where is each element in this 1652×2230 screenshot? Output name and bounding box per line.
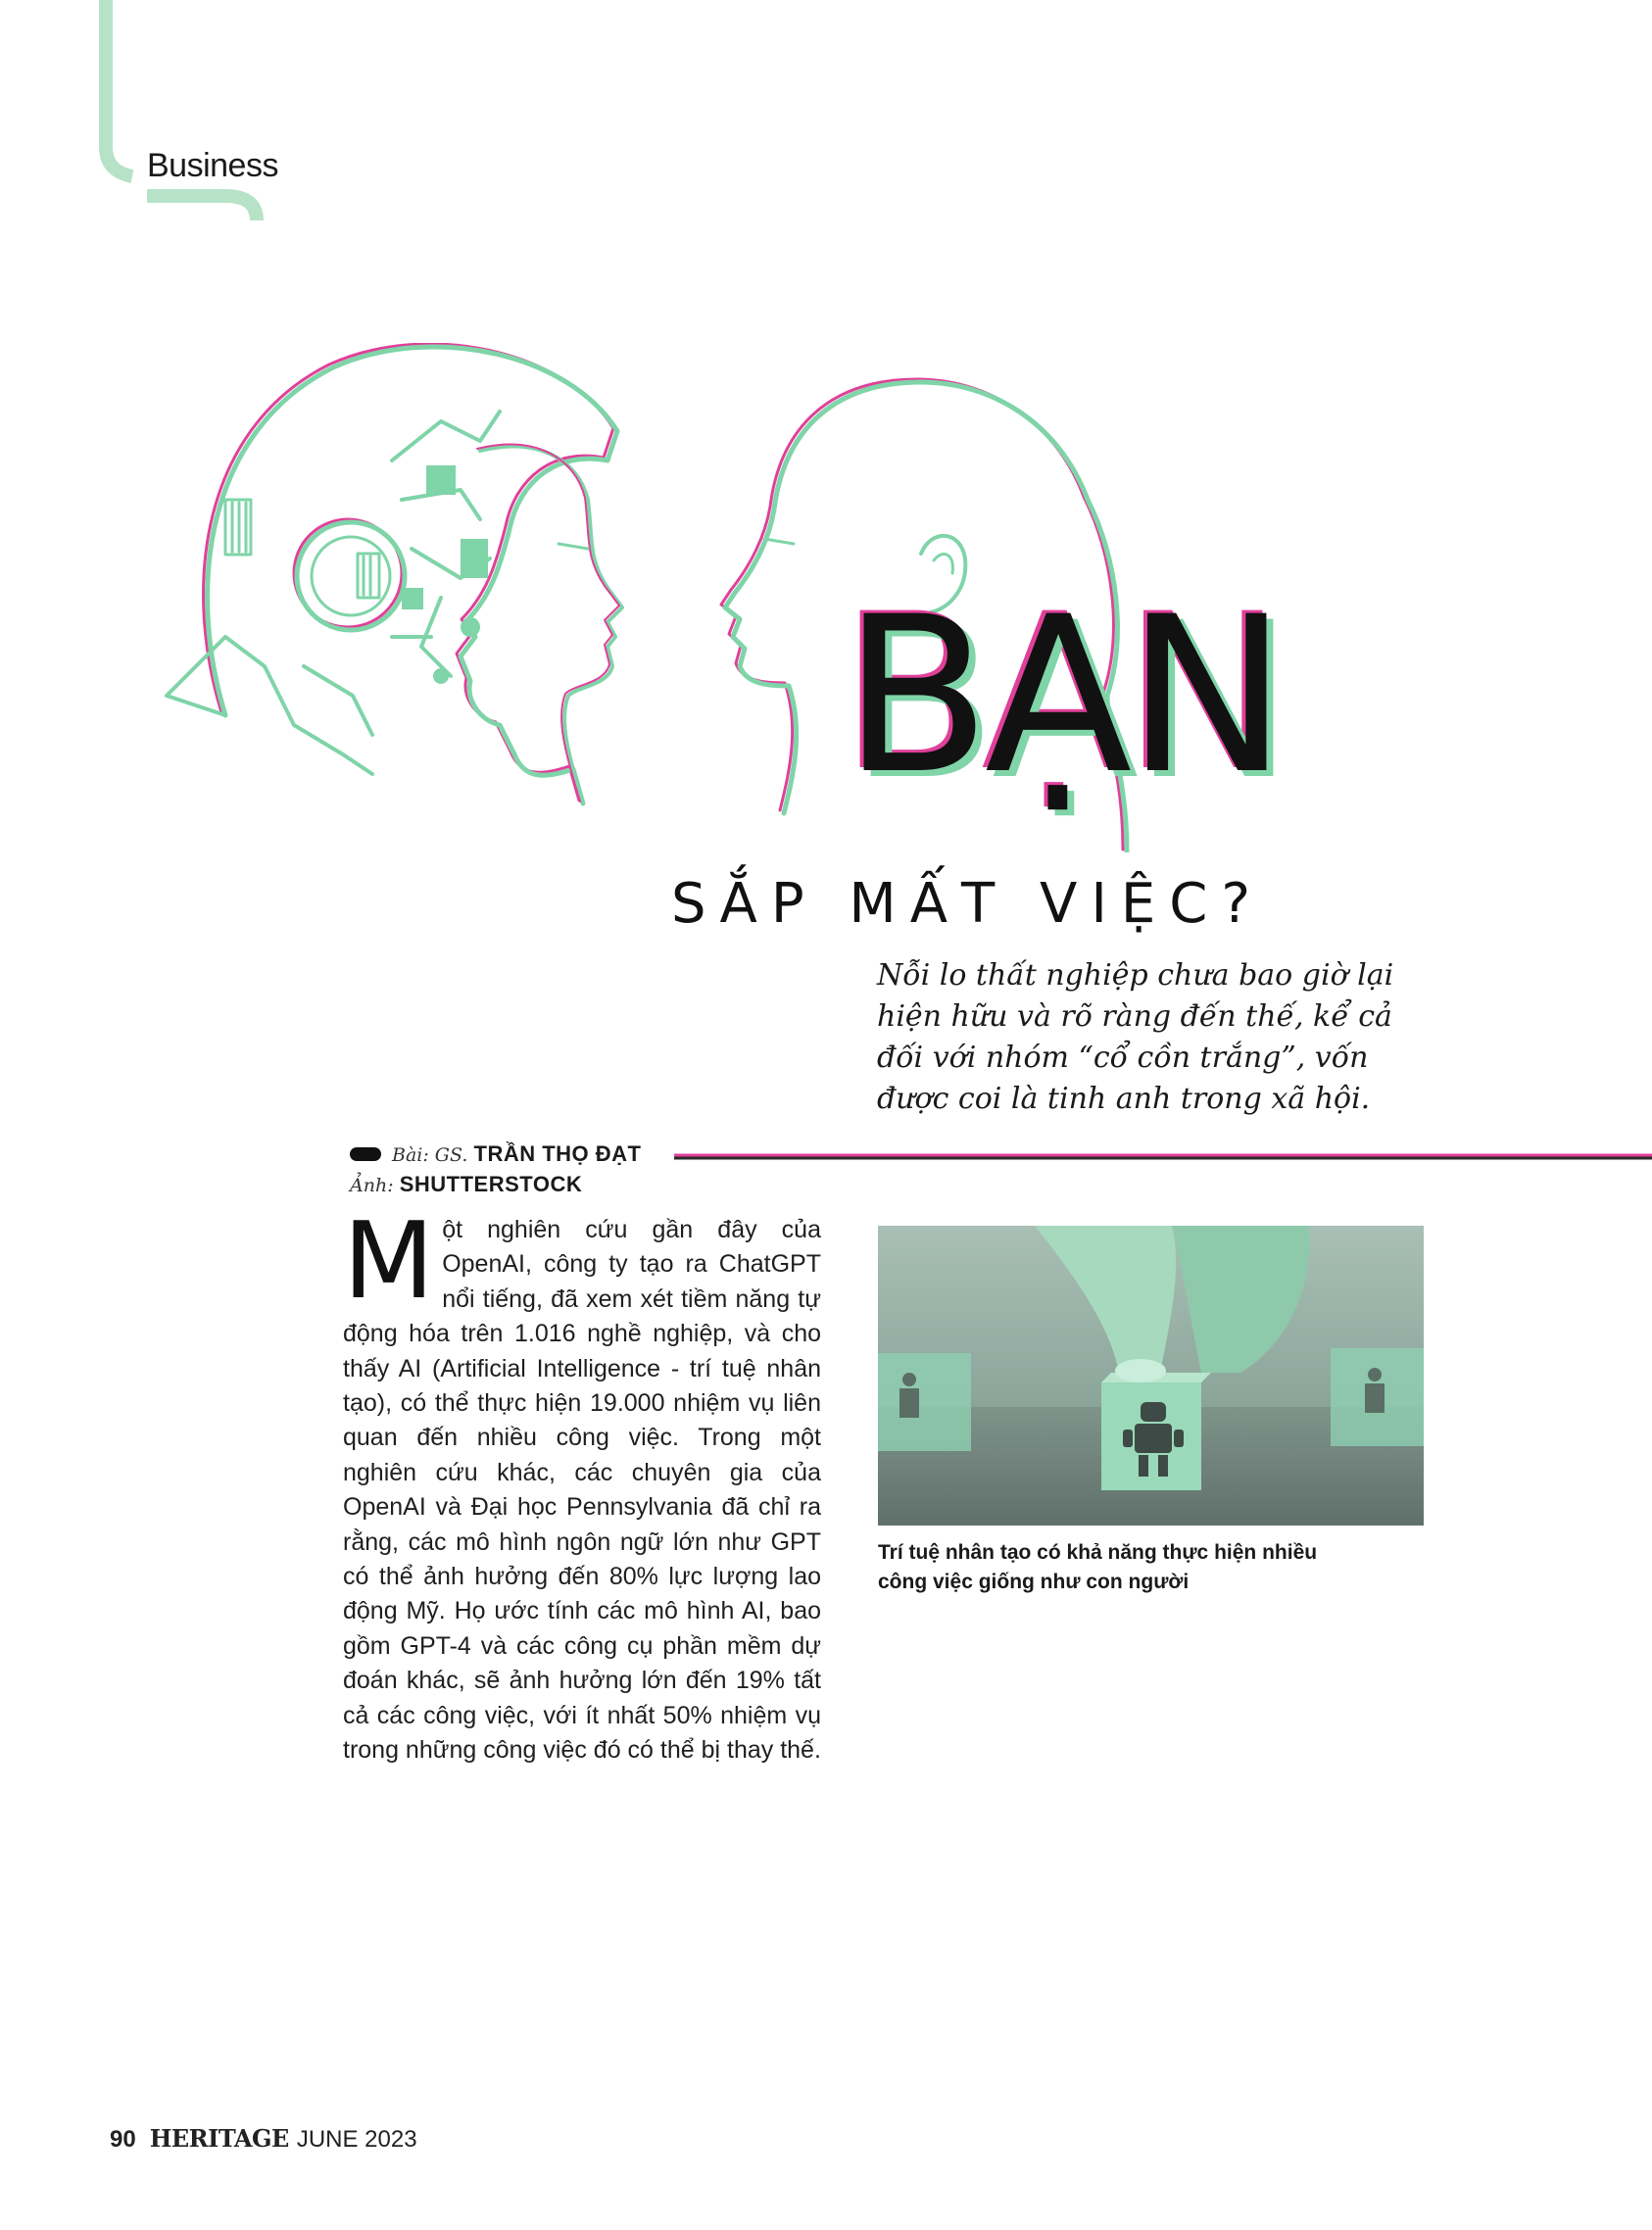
corner-bracket-decoration [0, 0, 294, 235]
photo-prefix: Ảnh: [350, 1175, 394, 1196]
byline [350, 1139, 642, 1200]
byline-rule [674, 1152, 1652, 1162]
photo-credit: SHUTTERSTOCK [399, 1172, 583, 1196]
author-name: TRẦN THỌ ĐẠT [473, 1141, 642, 1166]
headline-main: BẠN [843, 570, 1282, 821]
byline-photo-row [350, 1170, 641, 1200]
magazine-name: HERITAGE [149, 2124, 289, 2153]
byline-author-row [392, 1139, 641, 1170]
author-prefix: Bài: GS. [392, 1144, 468, 1166]
photo-caption: Trí tuệ nhân tạo có khả năng thực hiện nhiều công việc giống như con người [878, 1541, 1318, 1593]
lead-paragraph: Nỗi lo thất nghiệp chưa bao giờ lại hiện hữu và rõ ràng đến thế, kể cả đối với nhóm “cổ cồn trắng”, vốn được coi là tinh anh trong xã hội. [877, 958, 1394, 1116]
section-label: Business [147, 147, 278, 184]
page-footer [110, 2124, 417, 2154]
ai-cube-photo [878, 1226, 1424, 1526]
body-text [343, 1200, 821, 1769]
headline-subtitle: SẮP MẤT VIỆC? [671, 872, 1265, 936]
page-number: 90 [110, 2126, 136, 2153]
byline-bullet [350, 1147, 381, 1161]
body-paragraph: ột nghiên cứu gần đây của OpenAI, công ty tạo ra ChatGPT nổi tiếng, đã xem xét tiềm năng tự động hóa trên 1.016 nghề nghiệp, và cho thấy AI (Artificial Intelligence - trí tuệ nhân tạo), có thể thực hiện 19.000 nhiệm vụ liên quan đến nhiều công việc. Trong một nghiên cứu khác, các chuyên gia của OpenAI và Đại học Pennsylvania đã chỉ ra rằng, các mô hình ngôn ngữ lớn như GPT có thể ảnh hưởng đến 80% lực lượng lao động Mỹ. Họ ước tính các mô hình AI, bao gồm GPT-4 và các công cụ phần mềm dự đoán khác, sẽ ảnh hưởng lớn đến 19% tất cả các công việc, với ít nhất 50% nhiệm vụ trong những công việc đó có thể bị thay thế. [343, 1216, 821, 1765]
issue-date: JUNE 2023 [296, 2126, 417, 2153]
dropcap: M [343, 1200, 435, 1323]
